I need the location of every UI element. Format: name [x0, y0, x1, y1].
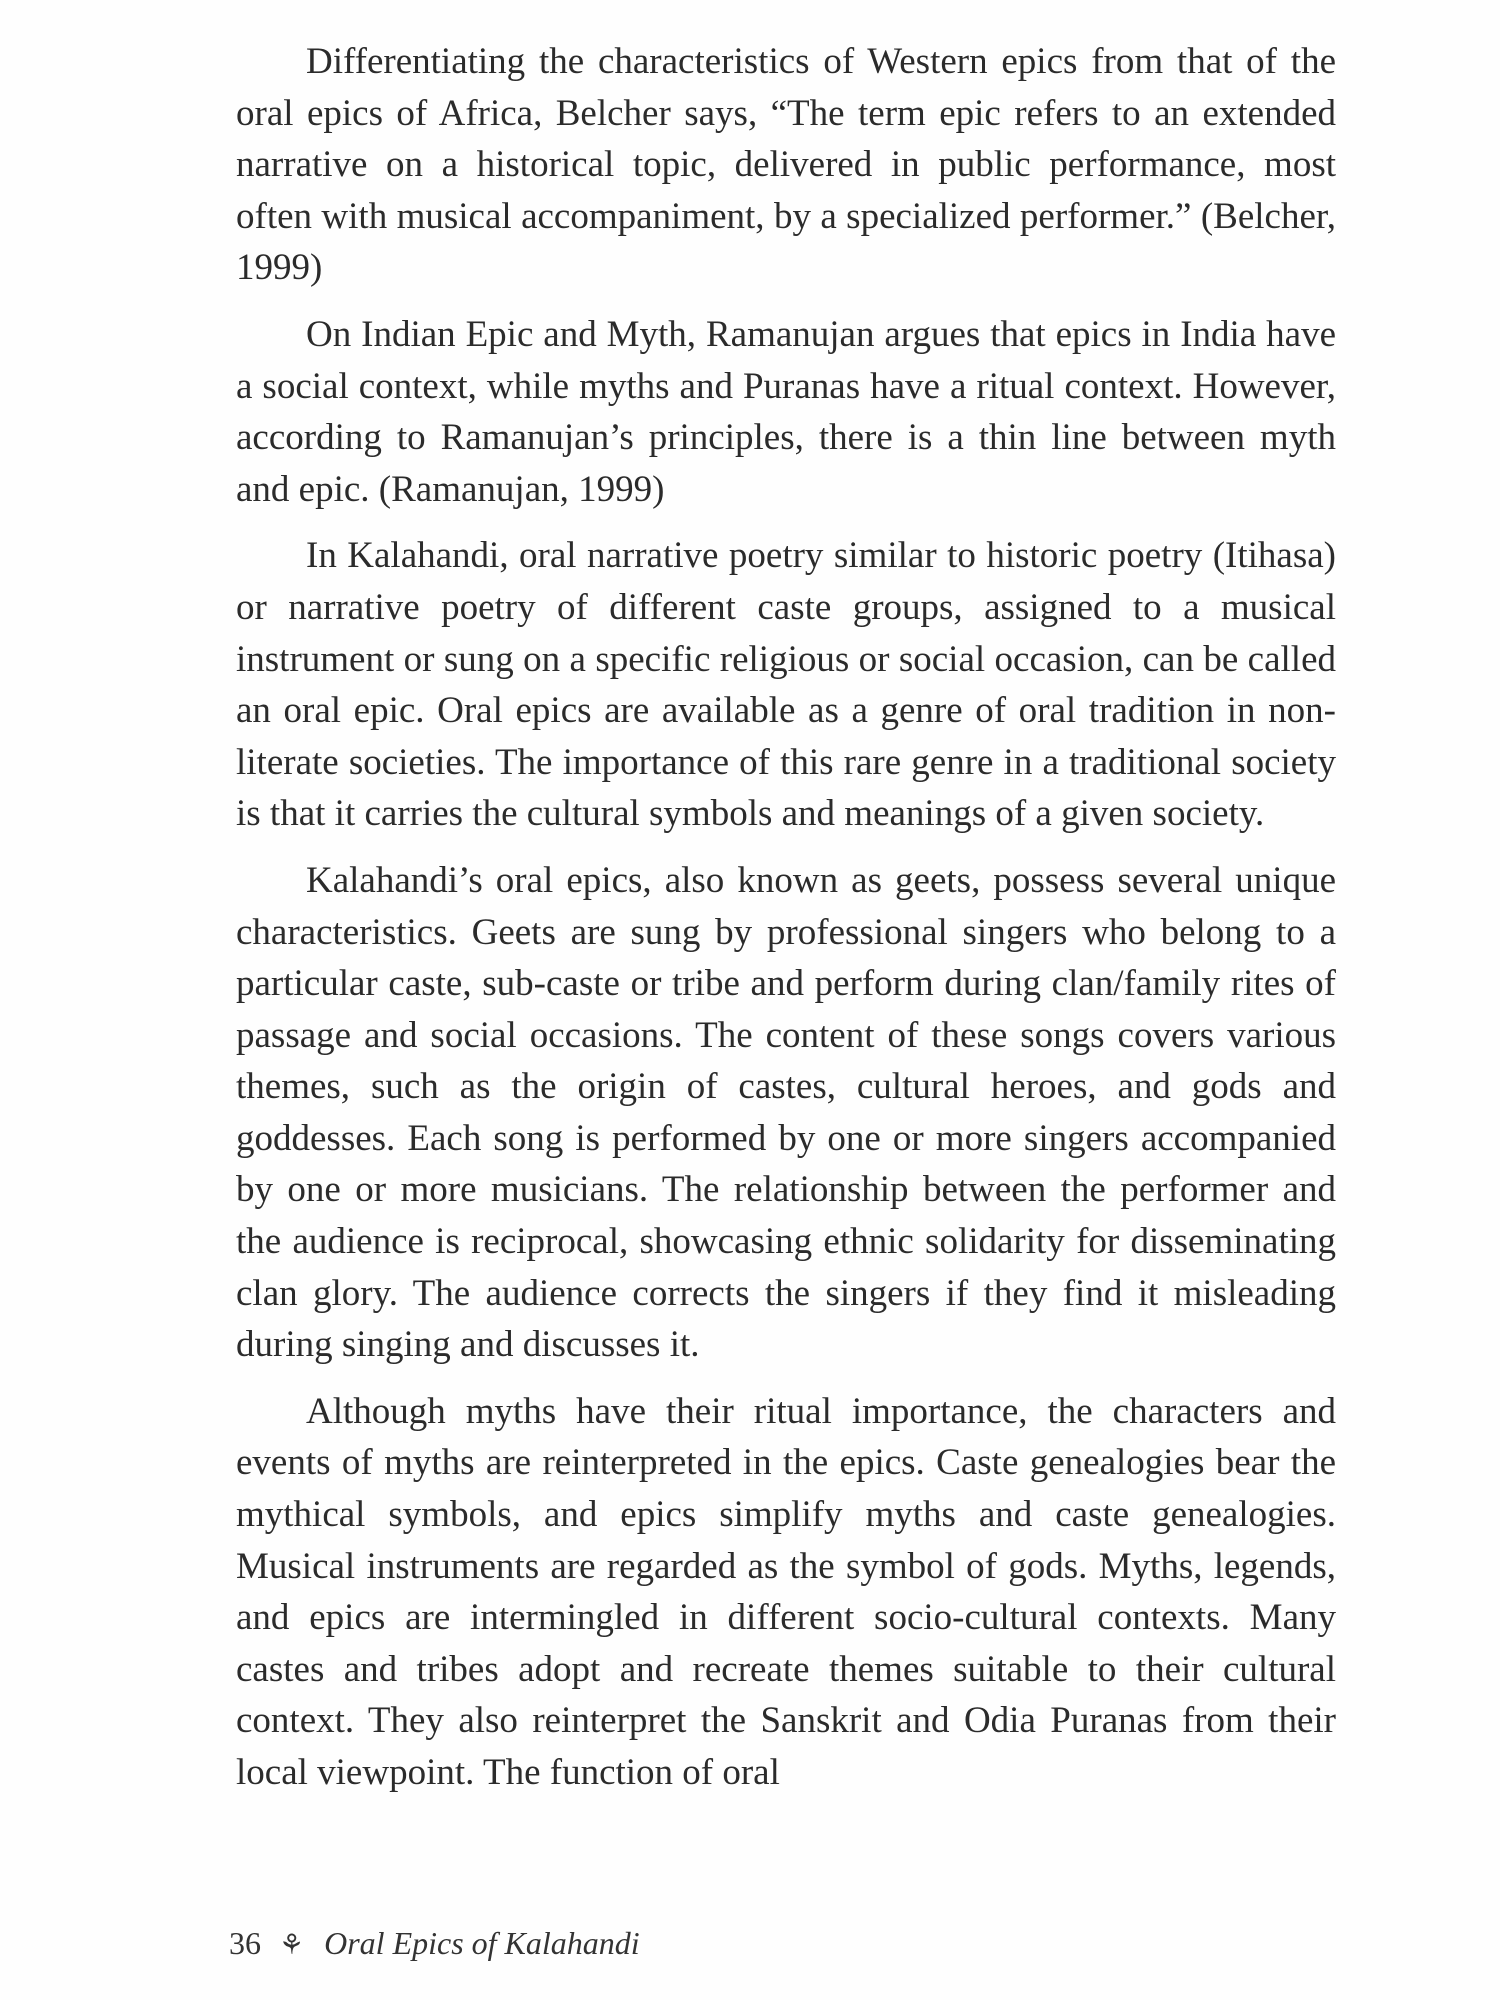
paragraph-belcher: Differentiating the characteristics of Western epics from that of the oral epics of Africa, Belcher says, “The term epic refers to an extended narrative on a historical topic, delivered in public performance, most often with musical accompaniment, by a specialized performer.” (Belcher, 1999): [236, 41, 1336, 289]
page-footer: [229, 1925, 640, 1962]
page-number: 36: [229, 1925, 261, 1961]
body-text: [236, 36, 1336, 1814]
ornament-icon: ⚘: [279, 1930, 305, 1961]
paragraph-kalahandi-oral-epic: In Kalahandi, oral narrative poetry similar to historic poetry (Itihasa) or narrative poetry of different caste groups, assigned to a musical instrument or sung on a specific religious or social occasion, can be called an oral epic. Oral epics are available as a genre of oral tradition in non-literate societies. The importance of this rare genre in a traditional society is that it carries the cultural symbols and meanings of a given society.: [236, 535, 1336, 835]
paragraph-ramanujan: On Indian Epic and Myth, Ramanujan argues that epics in India have a social context, while myths and Puranas have a ritual context. However, according to Ramanujan’s principles, there is a thin line between myth and epic. (Ramanujan, 1999): [236, 313, 1336, 510]
paragraph-myths: Although myths have their ritual importance, the characters and events of myths are reinterpreted in the epics. Caste genealogies bear the mythical symbols, and epics simplify myths and caste genealogies. Musical instruments are regarded as the symbol of gods. Myths, legends, and epics are intermingled in different socio-cultural contexts. Many castes and tribes adopt and recreate themes suitable to their cultural context. They also reinterpret the Sanskrit and Odia Puranas from their local viewpoint. The function of oral: [236, 1390, 1336, 1793]
running-title: Oral Epics of Kalahandi: [324, 1925, 640, 1961]
paragraph-geets: Kalahandi’s oral epics, also known as geets, possess several unique characteristics. Geets are sung by professional singers who belong to a particular caste, sub-caste or tribe and perform during clan/family rites of passage and social occasions. The content of these songs covers various themes, such as the origin of castes, cultural heroes, and gods and goddesses. Each song is performed by one or more singers accompanied by one or more musicians. The relationship between the performer and the audience is reciprocal, showcasing ethnic solidarity for disseminating clan glory. The audience corrects the singers if they find it misleading during singing and discusses it.: [236, 859, 1336, 1366]
